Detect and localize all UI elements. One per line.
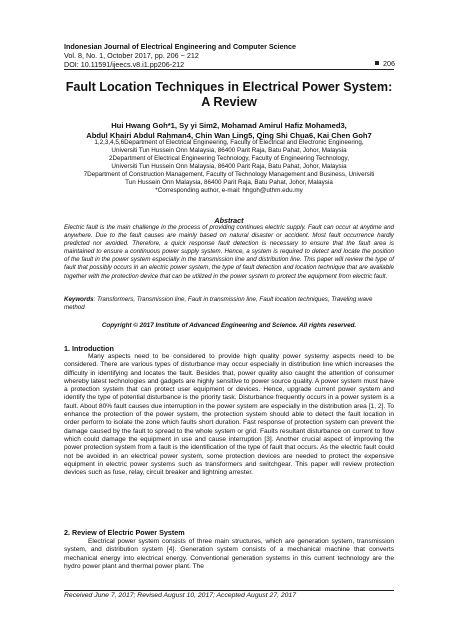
corresponding-author: *Corresponding author, e-mail: hhgoh@uthm.edu.my: [155, 187, 303, 194]
paper-title: Fault Location Techniques in Electrical Power System: A Review: [65, 80, 393, 109]
section-body-introduction: Many aspects need to be considered to provide high quality power systemy aspects need to be considered. There are various types of disturbance may occur especially in distribution line which increases the difficulty in identifying and locates the fault. Besides that, power quality also caught the attention of consumer whereby latest technologies and gadgets are highly sensitive to power source quality. A power system must have a protection system that can protect user equipment or devices. Hence, upgrade current power system and identify the type of potential disturbance is the priority task. Disturbance frequently occurs in a power system is a fault. About 80% fault causes due interruption in the power system are especially in the distribution area [1, 2]. To enhance the protection of the power system, the protection system should able to detect the fault location in order perform to isolate the zone which faults short duration. Fast response of protection system can prevent the damage caused by the fault to spread to the whole system or grid. Faults resultant disturbance on current to flow which could damage the equipment in use and cause interruption [3]. Another crucial aspect of improving the power protection system from a fault is the identification of the type of fault that occurs. As the electric fault could not be avoided in an electrical power system, some protection devices are needed to protect the expensive equipment in electric power systems such as transformers and switchgear. This paper will review protection devices such as fuse, relay, circuit breaker and lightning arrester.: [64, 353, 394, 477]
section-heading-introduction: 1. Introduction: [64, 344, 114, 353]
journal-name: Indonesian Journal of Electrical Engineering and Computer Science: [64, 42, 297, 51]
abstract-heading: Abstract: [214, 216, 244, 225]
journal-doi: DOI: 10.11591/ijeecs.v8.i1.pp206-212: [64, 60, 185, 69]
header-divider: [64, 69, 394, 70]
keywords: [64, 296, 394, 312]
square-bullet-icon: [375, 61, 379, 65]
affiliation-line: Tun Hussein Onn Malaysia, 86400 Parit Raja, Batu Pahat, Johor, Malaysia: [125, 179, 333, 186]
affiliation-line: 1,2,3,4,5,6Department of Electrical Engineering, Faculty of Electrical and Electronic Engineering,: [94, 139, 364, 146]
affiliation-line: Universiti Tun Hussein Onn Malaysia, 86400 Parit Raja, Batu Pahat, Johor, Malaysia: [111, 147, 347, 154]
keywords-text: : Transformers, Transmission line, Fault in transmission line, Fault location techniques, Traveling wave method: [64, 296, 373, 312]
footer-divider: [64, 590, 394, 591]
section-heading-review: 2. Review of Electric Power System: [64, 528, 185, 537]
author-line-2: Abdul Khairi Abdul Rahman4, Chin Wan Ling5, Qing Shi Chua6, Kai Chen Goh7: [86, 131, 372, 140]
affiliations: [60, 139, 398, 195]
received-dates: Received June 7, 2017; Revised August 10, 2017; Accepted August 27, 2017: [64, 592, 297, 599]
copyright-notice: Copyright © 2017 Institute of Advanced Engineering and Science. All rights reserved.: [101, 322, 357, 329]
journal-volume: Vol. 8, No. 1, October 2017, pp. 206 ~ 212: [64, 51, 199, 60]
affiliation-line: Universiti Tun Hussein Onn Malaysia, 86400 Parit Raja, Batu Pahat, Johor, Malaysia: [111, 163, 347, 170]
section-body-review: Electrical power system consists of three main structures, which are generation system, transmission system, and distribution system [4]. Generation system consists of a mechanical machine that converts mechanical energy into electrical energy. Conventional generation systems in this current technology are the hydro power plant and thermal power plant. The: [64, 538, 394, 570]
affiliation-line: 2Department of Electrical Engineering Technology, Faculty of Engineering Technology,: [108, 155, 349, 162]
author-line-1: Hui Hwang Goh*1, Sy yi Sim2, Mohamad Amirul Hafiz Mohamed3,: [111, 121, 347, 130]
affiliation-line: 7Department of Construction Management, Faculty of Technology Management and Business, Universiti: [83, 171, 375, 178]
page-number: [375, 59, 395, 68]
author-list: [64, 121, 394, 141]
keywords-label: Keywords: [64, 296, 94, 303]
journal-header: [64, 42, 296, 69]
abstract-text: Electric fault is the main challenge in the process of providing continues electric supply. Fault can occur at anytime and anywhere. Due to the fault causes are mainly based on natural disaster or accident. Most fault occurrence hardly predicted nor avoided. Therefore, a quick response fault detection is necessary to ensure that the fault area is maintained to ensure a continuous power supply system. Hence, a system is required to detect and locate the position of the fault in the power system especially in the transmission line and distribution line. This paper will review the type of fault that possibly occurs in an electric power system, the type of fault detection and location technique that are available together with the protection device that can be utilized in the power system to protect the equipment from electric fault.: [64, 224, 394, 280]
page-number-text: 206: [383, 59, 395, 68]
